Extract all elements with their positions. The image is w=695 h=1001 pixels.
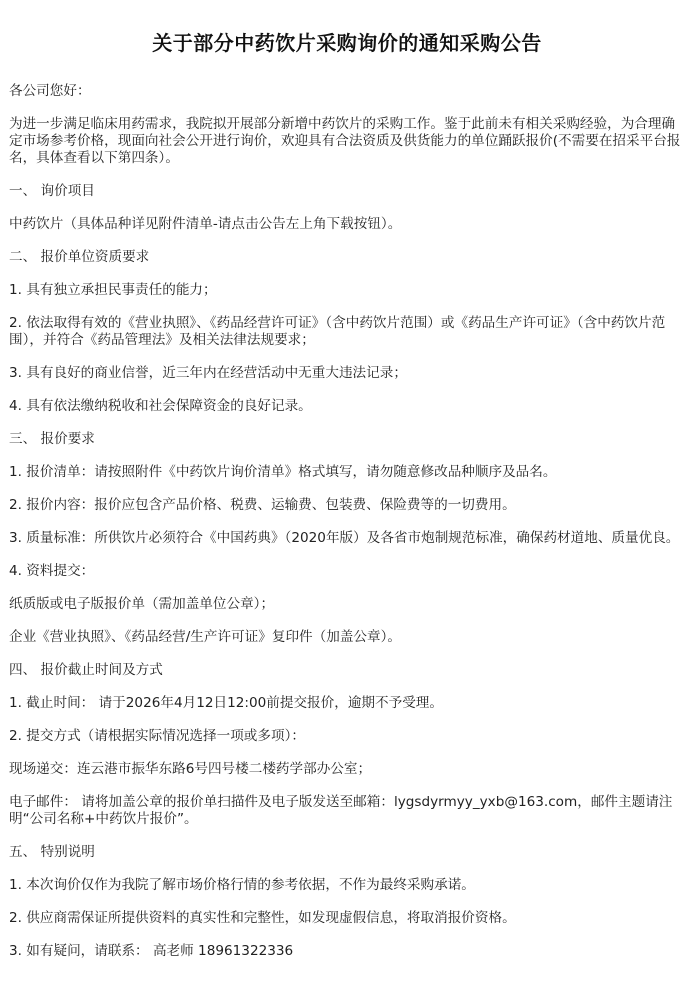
qualification-item: 3. 具有良好的商业信誉，近三年内在经营活动中无重大违法记录；	[9, 365, 407, 381]
section-heading-deadline: 四、 报价截止时间及方式	[9, 662, 163, 678]
qualification-item: 2. 依法取得有效的《营业执照》、《药品经营许可证》（含中药饮片范围）或《药品生产许可证》（含中药饮片范围），并符合《药品管理法》及相关法律法规要求；	[9, 315, 666, 348]
deadline-item: 1. 截止时间： 请于2026年4月12日12:00前提交报价，逾期不予受理。	[9, 695, 443, 711]
contact-item: 3. 如有疑问，请联系： 高老师 18961322336	[9, 943, 294, 959]
section-heading-quote-requirements: 三、 报价要求	[9, 431, 95, 447]
intro-paragraph: 为进一步满足临床用药需求，我院拟开展部分新增中药饮片的采购工作。鉴于此前未有相关采购经验，为合理确定市场参考价格，现面向社会公开进行询价，欢迎具有合法资质及供货能力的单位踊跃报价(不需要在招采平台报名，具体查看以下第四条）。	[9, 116, 681, 166]
greeting: 各公司您好：	[9, 83, 91, 99]
requirement-item: 企业《营业执照》、《药品经营/生产许可证》复印件（加盖公章）。	[9, 629, 401, 645]
requirement-item: 1. 报价清单：请按照附件《中药饮片询价清单》格式填写，请勿随意修改品种顺序及品名。	[9, 464, 557, 480]
section-heading-qualifications: 二、 报价单位资质要求	[9, 249, 150, 265]
requirement-item: 纸质版或电子版报价单（需加盖单位公章）；	[9, 596, 275, 612]
inquiry-item: 中药饮片（具体品种详见附件清单-请点击公告左上角下载按钮）。	[9, 216, 402, 232]
requirement-item: 2. 报价内容：报价应包含产品价格、税费、运输费、包装费、保险费等的一切费用。	[9, 497, 516, 513]
page-title: 关于部分中药饮片采购询价的通知采购公告	[152, 31, 542, 55]
requirement-item: 4. 资料提交：	[9, 563, 95, 579]
qualification-item: 4. 具有依法缴纳税收和社会保障资金的良好记录。	[9, 398, 312, 414]
deadline-item: 现场递交：连云港市振华东路6号四号楼二楼药学部办公室；	[9, 761, 372, 777]
section-heading-notes: 五、 特别说明	[9, 844, 95, 860]
email-submission-item: 电子邮件： 请将加盖公章的报价单扫描件及电子版发送至邮箱：lygsdyrmyy_yxb@163.com，邮件主题请注明“公司名称+中药饮片报价”。	[9, 794, 673, 827]
qualification-item: 1. 具有独立承担民事责任的能力；	[9, 282, 217, 298]
section-heading-inquiry-items: 一、 询价项目	[9, 183, 95, 199]
note-item: 2. 供应商需保证所提供资料的真实性和完整性，如发现虚假信息，将取消报价资格。	[9, 910, 516, 926]
requirement-item: 3. 质量标准：所供饮片必须符合《中国药典》（2020年版）及各省市炮制规范标准，确保药材道地、质量优良。	[9, 530, 680, 546]
note-item: 1. 本次询价仅作为我院了解市场价格行情的参考依据，不作为最终采购承诺。	[9, 877, 475, 893]
deadline-item: 2. 提交方式（请根据实际情况选择一项或多项）：	[9, 728, 305, 744]
